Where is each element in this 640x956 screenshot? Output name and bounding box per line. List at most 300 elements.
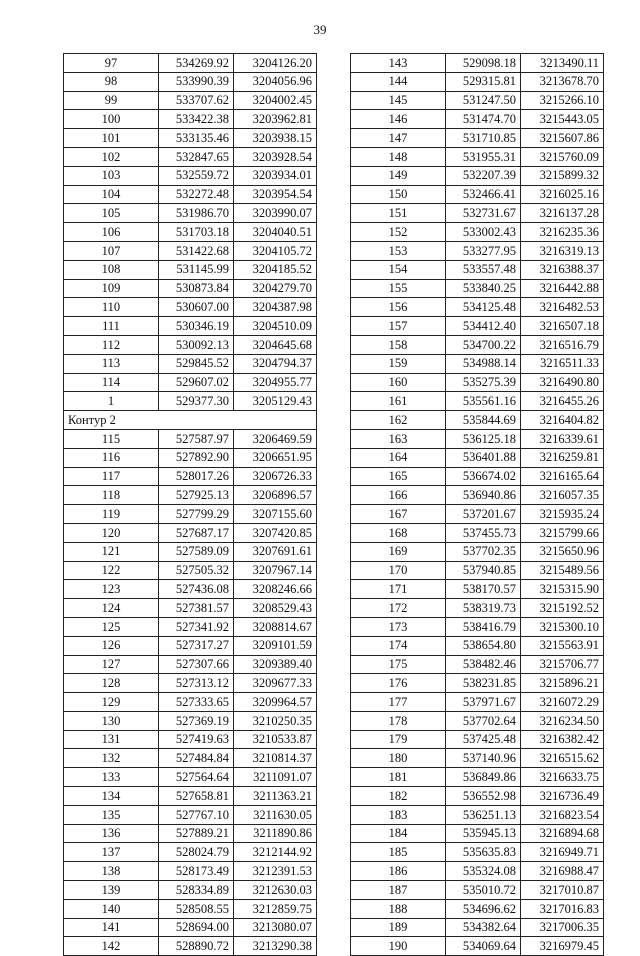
x-coordinate-cell: 531986.70 — [159, 204, 234, 223]
table-row — [64, 223, 317, 242]
table-row — [351, 185, 604, 204]
y-coordinate-cell: 3209389.40 — [234, 655, 317, 674]
point-number-cell: 160 — [351, 373, 446, 392]
x-coordinate-cell: 532559.72 — [159, 166, 234, 185]
point-number-cell: 190 — [351, 937, 446, 956]
table-row — [351, 655, 604, 674]
y-coordinate-cell: 3204126.20 — [234, 54, 317, 73]
point-number-cell: 124 — [64, 599, 159, 618]
table-row — [351, 787, 604, 806]
table-row — [351, 279, 604, 298]
y-coordinate-cell: 3204510.09 — [234, 317, 317, 336]
x-coordinate-cell: 529315.81 — [446, 72, 521, 91]
point-number-cell: 136 — [64, 824, 159, 843]
table-row — [64, 749, 317, 768]
x-coordinate-cell: 528508.55 — [159, 899, 234, 918]
point-number-cell: 122 — [64, 561, 159, 580]
y-coordinate-cell: 3209677.33 — [234, 674, 317, 693]
table-row — [64, 91, 317, 110]
x-coordinate-cell: 527341.92 — [159, 617, 234, 636]
table-row — [351, 899, 604, 918]
y-coordinate-cell: 3215443.05 — [521, 110, 604, 129]
point-number-cell: 145 — [351, 91, 446, 110]
point-number-cell: 111 — [64, 317, 159, 336]
table-row — [64, 241, 317, 260]
table-row — [64, 448, 317, 467]
y-coordinate-cell: 3204056.96 — [234, 72, 317, 91]
point-number-cell: 101 — [64, 129, 159, 148]
table-row — [64, 129, 317, 148]
x-coordinate-cell: 530092.13 — [159, 335, 234, 354]
y-coordinate-cell: 3206469.59 — [234, 429, 317, 448]
y-coordinate-cell: 3216633.75 — [521, 768, 604, 787]
x-coordinate-cell: 534696.62 — [446, 899, 521, 918]
y-coordinate-cell: 3216507.18 — [521, 317, 604, 336]
table-row — [64, 730, 317, 749]
point-number-cell: 104 — [64, 185, 159, 204]
x-coordinate-cell: 534988.14 — [446, 354, 521, 373]
x-coordinate-cell: 538319.73 — [446, 599, 521, 618]
point-number-cell: 164 — [351, 448, 446, 467]
x-coordinate-cell: 536251.13 — [446, 805, 521, 824]
x-coordinate-cell: 531955.31 — [446, 147, 521, 166]
x-coordinate-cell: 527587.97 — [159, 429, 234, 448]
point-number-cell: 179 — [351, 730, 446, 749]
y-coordinate-cell: 3215896.21 — [521, 674, 604, 693]
x-coordinate-cell: 528890.72 — [159, 937, 234, 956]
y-coordinate-cell: 3216137.28 — [521, 204, 604, 223]
table-row — [64, 561, 317, 580]
point-number-cell: 106 — [64, 223, 159, 242]
coordinates-table-left — [63, 53, 317, 956]
x-coordinate-cell: 528024.79 — [159, 843, 234, 862]
x-coordinate-cell: 533135.46 — [159, 129, 234, 148]
y-coordinate-cell: 3216259.81 — [521, 448, 604, 467]
x-coordinate-cell: 530346.19 — [159, 317, 234, 336]
table-row — [351, 486, 604, 505]
x-coordinate-cell: 535561.16 — [446, 392, 521, 411]
point-number-cell: 126 — [64, 636, 159, 655]
y-coordinate-cell: 3213678.70 — [521, 72, 604, 91]
y-coordinate-cell: 3216319.13 — [521, 241, 604, 260]
point-number-cell: 170 — [351, 561, 446, 580]
x-coordinate-cell: 536849.86 — [446, 768, 521, 787]
point-number-cell: 174 — [351, 636, 446, 655]
table-row — [64, 787, 317, 806]
right-table-body — [351, 54, 604, 956]
y-coordinate-cell: 3217016.83 — [521, 899, 604, 918]
y-coordinate-cell: 3213490.11 — [521, 54, 604, 73]
point-number-cell: 183 — [351, 805, 446, 824]
point-number-cell: 114 — [64, 373, 159, 392]
x-coordinate-cell: 537702.64 — [446, 711, 521, 730]
point-number-cell: 165 — [351, 467, 446, 486]
point-number-cell: 159 — [351, 354, 446, 373]
table-row — [64, 711, 317, 730]
y-coordinate-cell: 3216234.50 — [521, 711, 604, 730]
table-row — [64, 655, 317, 674]
y-coordinate-cell: 3212144.92 — [234, 843, 317, 862]
x-coordinate-cell: 529845.52 — [159, 354, 234, 373]
table-row — [351, 317, 604, 336]
point-number-cell: 162 — [351, 411, 446, 430]
y-coordinate-cell: 3204040.51 — [234, 223, 317, 242]
point-number-cell: 135 — [64, 805, 159, 824]
x-coordinate-cell: 527333.65 — [159, 693, 234, 712]
x-coordinate-cell: 532847.65 — [159, 147, 234, 166]
table-row — [351, 881, 604, 900]
x-coordinate-cell: 527889.21 — [159, 824, 234, 843]
y-coordinate-cell: 3213080.07 — [234, 918, 317, 937]
x-coordinate-cell: 531710.85 — [446, 129, 521, 148]
x-coordinate-cell: 536125.18 — [446, 429, 521, 448]
y-coordinate-cell: 3204105.72 — [234, 241, 317, 260]
point-number-cell: 147 — [351, 129, 446, 148]
y-coordinate-cell: 3209964.57 — [234, 693, 317, 712]
point-number-cell: 138 — [64, 862, 159, 881]
x-coordinate-cell: 537425.48 — [446, 730, 521, 749]
section-label: Контур 2 — [64, 411, 317, 430]
x-coordinate-cell: 527381.57 — [159, 599, 234, 618]
point-number-cell: 115 — [64, 429, 159, 448]
point-number-cell: 141 — [64, 918, 159, 937]
table-row — [351, 129, 604, 148]
y-coordinate-cell: 3216988.47 — [521, 862, 604, 881]
x-coordinate-cell: 536552.98 — [446, 787, 521, 806]
y-coordinate-cell: 3215706.77 — [521, 655, 604, 674]
y-coordinate-cell: 3203962.81 — [234, 110, 317, 129]
y-coordinate-cell: 3216511.33 — [521, 354, 604, 373]
point-number-cell: 120 — [64, 523, 159, 542]
y-coordinate-cell: 3216235.36 — [521, 223, 604, 242]
point-number-cell: 102 — [64, 147, 159, 166]
table-row — [351, 373, 604, 392]
point-number-cell: 168 — [351, 523, 446, 542]
table-row — [64, 147, 317, 166]
table-row — [64, 467, 317, 486]
table-row — [351, 561, 604, 580]
x-coordinate-cell: 533707.62 — [159, 91, 234, 110]
table-row — [64, 317, 317, 336]
table-row — [64, 617, 317, 636]
x-coordinate-cell: 534382.64 — [446, 918, 521, 937]
y-coordinate-cell: 3212630.03 — [234, 881, 317, 900]
y-coordinate-cell: 3211890.86 — [234, 824, 317, 843]
x-coordinate-cell: 528017.26 — [159, 467, 234, 486]
point-number-cell: 152 — [351, 223, 446, 242]
point-number-cell: 169 — [351, 542, 446, 561]
x-coordinate-cell: 531247.50 — [446, 91, 521, 110]
point-number-cell: 166 — [351, 486, 446, 505]
point-number-cell: 161 — [351, 392, 446, 411]
y-coordinate-cell: 3208814.67 — [234, 617, 317, 636]
table-row — [64, 486, 317, 505]
table-row — [351, 918, 604, 937]
table-row — [64, 54, 317, 73]
point-number-cell: 112 — [64, 335, 159, 354]
y-coordinate-cell: 3215650.96 — [521, 542, 604, 561]
table-row — [351, 392, 604, 411]
table-row — [351, 749, 604, 768]
x-coordinate-cell: 529607.02 — [159, 373, 234, 392]
point-number-cell: 151 — [351, 204, 446, 223]
point-number-cell: 98 — [64, 72, 159, 91]
y-coordinate-cell: 3204279.70 — [234, 279, 317, 298]
x-coordinate-cell: 535010.72 — [446, 881, 521, 900]
point-number-cell: 153 — [351, 241, 446, 260]
x-coordinate-cell: 538170.57 — [446, 580, 521, 599]
y-coordinate-cell: 3212391.53 — [234, 862, 317, 881]
y-coordinate-cell: 3208529.43 — [234, 599, 317, 618]
x-coordinate-cell: 533422.38 — [159, 110, 234, 129]
table-row — [64, 523, 317, 542]
x-coordinate-cell: 536401.88 — [446, 448, 521, 467]
table-row — [351, 54, 604, 73]
x-coordinate-cell: 527436.08 — [159, 580, 234, 599]
x-coordinate-cell: 535275.39 — [446, 373, 521, 392]
y-coordinate-cell: 3215935.24 — [521, 505, 604, 524]
y-coordinate-cell: 3216482.53 — [521, 298, 604, 317]
x-coordinate-cell: 538416.79 — [446, 617, 521, 636]
point-number-cell: 167 — [351, 505, 446, 524]
table-row — [64, 185, 317, 204]
y-coordinate-cell: 3204794.37 — [234, 354, 317, 373]
point-number-cell: 148 — [351, 147, 446, 166]
x-coordinate-cell: 534125.48 — [446, 298, 521, 317]
x-coordinate-cell: 533990.39 — [159, 72, 234, 91]
y-coordinate-cell: 3215799.66 — [521, 523, 604, 542]
y-coordinate-cell: 3215315.90 — [521, 580, 604, 599]
x-coordinate-cell: 532466.41 — [446, 185, 521, 204]
table-row — [64, 542, 317, 561]
point-number-cell: 176 — [351, 674, 446, 693]
y-coordinate-cell: 3210814.37 — [234, 749, 317, 768]
y-coordinate-cell: 3203928.54 — [234, 147, 317, 166]
table-row — [64, 937, 317, 956]
table-row — [351, 298, 604, 317]
table-row — [64, 881, 317, 900]
y-coordinate-cell: 3215192.52 — [521, 599, 604, 618]
y-coordinate-cell: 3206726.33 — [234, 467, 317, 486]
table-row — [351, 768, 604, 787]
table-row — [351, 580, 604, 599]
y-coordinate-cell: 3216894.68 — [521, 824, 604, 843]
y-coordinate-cell: 3203938.15 — [234, 129, 317, 148]
y-coordinate-cell: 3209101.59 — [234, 636, 317, 655]
table-row — [351, 674, 604, 693]
point-number-cell: 139 — [64, 881, 159, 900]
x-coordinate-cell: 537940.85 — [446, 561, 521, 580]
point-number-cell: 156 — [351, 298, 446, 317]
table-row — [64, 824, 317, 843]
x-coordinate-cell: 527313.12 — [159, 674, 234, 693]
x-coordinate-cell: 535945.13 — [446, 824, 521, 843]
table-row — [64, 768, 317, 787]
point-number-cell: 189 — [351, 918, 446, 937]
table-row — [64, 429, 317, 448]
point-number-cell: 140 — [64, 899, 159, 918]
x-coordinate-cell: 531703.18 — [159, 223, 234, 242]
y-coordinate-cell: 3203954.54 — [234, 185, 317, 204]
y-coordinate-cell: 3211091.07 — [234, 768, 317, 787]
y-coordinate-cell: 3216388.37 — [521, 260, 604, 279]
table-row — [64, 580, 317, 599]
y-coordinate-cell: 3215300.10 — [521, 617, 604, 636]
point-number-cell: 107 — [64, 241, 159, 260]
point-number-cell: 131 — [64, 730, 159, 749]
x-coordinate-cell: 534412.40 — [446, 317, 521, 336]
x-coordinate-cell: 527658.81 — [159, 787, 234, 806]
x-coordinate-cell: 534700.22 — [446, 335, 521, 354]
table-row — [351, 91, 604, 110]
table-row — [351, 147, 604, 166]
table-row — [351, 204, 604, 223]
point-number-cell: 121 — [64, 542, 159, 561]
point-number-cell: 113 — [64, 354, 159, 373]
y-coordinate-cell: 3208246.66 — [234, 580, 317, 599]
y-coordinate-cell: 3215563.91 — [521, 636, 604, 655]
table-row — [351, 937, 604, 956]
point-number-cell: 154 — [351, 260, 446, 279]
y-coordinate-cell: 3206651.95 — [234, 448, 317, 467]
x-coordinate-cell: 538231.85 — [446, 674, 521, 693]
x-coordinate-cell: 537201.67 — [446, 505, 521, 524]
y-coordinate-cell: 3211630.05 — [234, 805, 317, 824]
point-number-cell: 108 — [64, 260, 159, 279]
table-row — [64, 373, 317, 392]
y-coordinate-cell: 3215899.32 — [521, 166, 604, 185]
table-row — [64, 354, 317, 373]
x-coordinate-cell: 528173.49 — [159, 862, 234, 881]
y-coordinate-cell: 3204185.52 — [234, 260, 317, 279]
table-row — [64, 72, 317, 91]
table-row — [64, 166, 317, 185]
y-coordinate-cell: 3210250.35 — [234, 711, 317, 730]
table-row — [351, 617, 604, 636]
point-number-cell: 149 — [351, 166, 446, 185]
y-coordinate-cell: 3215266.10 — [521, 91, 604, 110]
point-number-cell: 187 — [351, 881, 446, 900]
x-coordinate-cell: 527799.29 — [159, 505, 234, 524]
point-number-cell: 116 — [64, 448, 159, 467]
point-number-cell: 129 — [64, 693, 159, 712]
table-row — [351, 542, 604, 561]
y-coordinate-cell: 3204387.98 — [234, 298, 317, 317]
page-number: 39 — [313, 22, 327, 37]
table-row — [64, 392, 317, 411]
y-coordinate-cell: 3217010.87 — [521, 881, 604, 900]
table-row — [351, 110, 604, 129]
point-number-cell: 163 — [351, 429, 446, 448]
x-coordinate-cell: 537971.67 — [446, 693, 521, 712]
x-coordinate-cell: 533840.25 — [446, 279, 521, 298]
y-coordinate-cell: 3216515.62 — [521, 749, 604, 768]
point-number-cell: 178 — [351, 711, 446, 730]
table-row — [64, 674, 317, 693]
x-coordinate-cell: 527925.13 — [159, 486, 234, 505]
y-coordinate-cell: 3216057.35 — [521, 486, 604, 505]
point-number-cell: 105 — [64, 204, 159, 223]
table-row — [64, 599, 317, 618]
point-number-cell: 119 — [64, 505, 159, 524]
y-coordinate-cell: 3216072.29 — [521, 693, 604, 712]
point-number-cell: 146 — [351, 110, 446, 129]
point-number-cell: 188 — [351, 899, 446, 918]
y-coordinate-cell: 3207155.60 — [234, 505, 317, 524]
table-row — [64, 204, 317, 223]
point-number-cell: 175 — [351, 655, 446, 674]
x-coordinate-cell: 537140.96 — [446, 749, 521, 768]
table-row — [64, 279, 317, 298]
y-coordinate-cell: 3203990.07 — [234, 204, 317, 223]
x-coordinate-cell: 528694.00 — [159, 918, 234, 937]
point-number-cell: 180 — [351, 749, 446, 768]
y-coordinate-cell: 3216339.61 — [521, 429, 604, 448]
table-row — [64, 693, 317, 712]
y-coordinate-cell: 3203934.01 — [234, 166, 317, 185]
point-number-cell: 97 — [64, 54, 159, 73]
x-coordinate-cell: 532731.67 — [446, 204, 521, 223]
x-coordinate-cell: 531145.99 — [159, 260, 234, 279]
coordinates-table-right — [350, 53, 604, 956]
y-coordinate-cell: 3217006.35 — [521, 918, 604, 937]
y-coordinate-cell: 3216979.45 — [521, 937, 604, 956]
x-coordinate-cell: 530607.00 — [159, 298, 234, 317]
point-number-cell: 181 — [351, 768, 446, 787]
x-coordinate-cell: 536940.86 — [446, 486, 521, 505]
x-coordinate-cell: 536674.02 — [446, 467, 521, 486]
x-coordinate-cell: 527767.10 — [159, 805, 234, 824]
point-number-cell: 173 — [351, 617, 446, 636]
x-coordinate-cell: 527369.19 — [159, 711, 234, 730]
table-row — [351, 166, 604, 185]
point-number-cell: 150 — [351, 185, 446, 204]
y-coordinate-cell: 3206896.57 — [234, 486, 317, 505]
point-number-cell: 99 — [64, 91, 159, 110]
table-row — [351, 335, 604, 354]
point-number-cell: 142 — [64, 937, 159, 956]
point-number-cell: 133 — [64, 768, 159, 787]
x-coordinate-cell: 537455.73 — [446, 523, 521, 542]
y-coordinate-cell: 3207967.14 — [234, 561, 317, 580]
table-row — [351, 730, 604, 749]
x-coordinate-cell: 529098.18 — [446, 54, 521, 73]
x-coordinate-cell: 535324.08 — [446, 862, 521, 881]
y-coordinate-cell: 3216455.26 — [521, 392, 604, 411]
point-number-cell: 172 — [351, 599, 446, 618]
table-row — [64, 899, 317, 918]
table-row — [64, 805, 317, 824]
y-coordinate-cell: 3213290.38 — [234, 937, 317, 956]
y-coordinate-cell: 3207691.61 — [234, 542, 317, 561]
x-coordinate-cell: 527892.90 — [159, 448, 234, 467]
y-coordinate-cell: 3207420.85 — [234, 523, 317, 542]
x-coordinate-cell: 530873.84 — [159, 279, 234, 298]
table-row — [64, 505, 317, 524]
x-coordinate-cell: 533277.95 — [446, 241, 521, 260]
point-number-cell: 100 — [64, 110, 159, 129]
table-row — [351, 72, 604, 91]
point-number-cell: 171 — [351, 580, 446, 599]
x-coordinate-cell: 527589.09 — [159, 542, 234, 561]
table-row — [64, 843, 317, 862]
point-number-cell: 127 — [64, 655, 159, 674]
table-row — [351, 523, 604, 542]
table-row — [351, 467, 604, 486]
left-table-body — [64, 54, 317, 956]
table-row — [64, 110, 317, 129]
point-number-cell: 186 — [351, 862, 446, 881]
